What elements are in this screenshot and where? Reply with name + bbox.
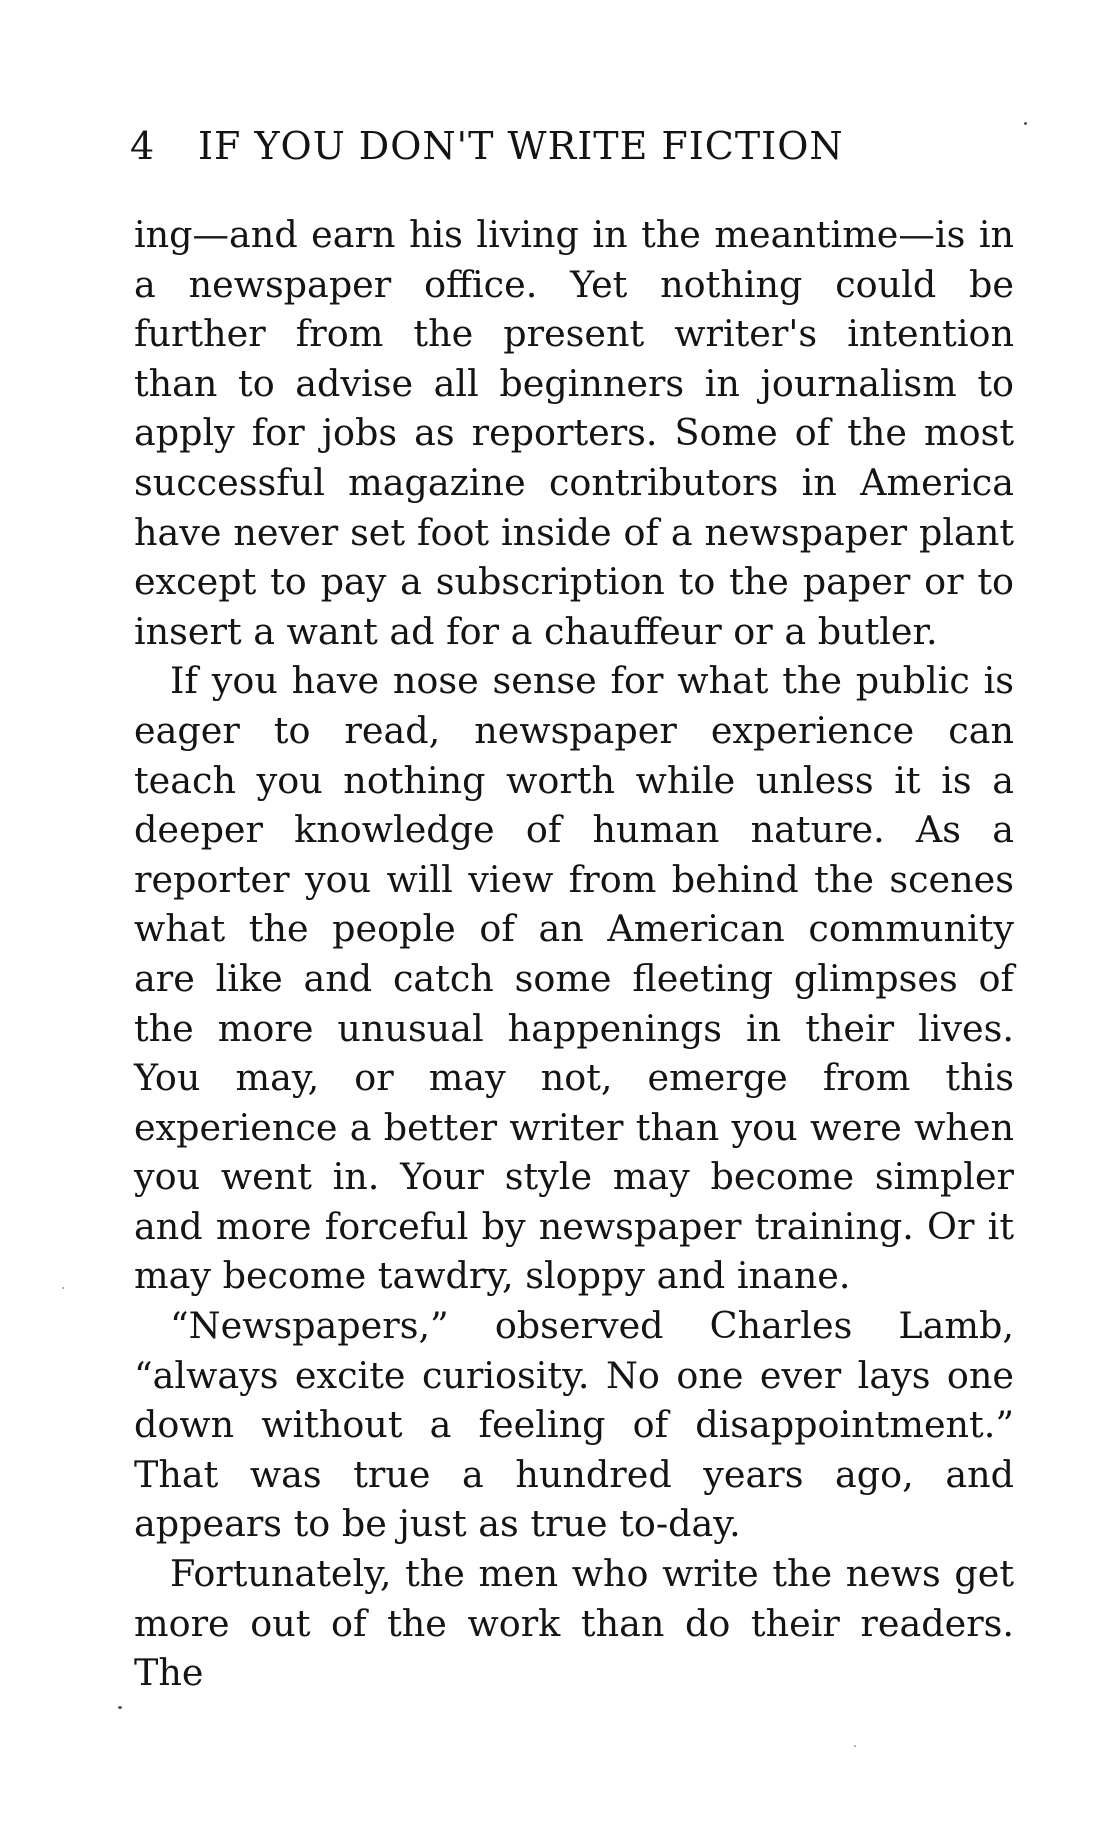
scan-speck bbox=[854, 1745, 856, 1747]
scan-speck bbox=[62, 1287, 64, 1289]
paragraph-fortunately: Fortunately, the men who write the news get more out of the work than do their readers. The bbox=[134, 1552, 1014, 1695]
page-number: 4 bbox=[130, 124, 156, 168]
running-head bbox=[130, 118, 1030, 174]
paragraph-charles-lamb-quote: “Newspapers,” observed Charles Lamb, “always excite curiosity. No one ever lays one down without a feeling of disappointment.” That was true a hundred years ago, and appears to be just as true to-day. bbox=[134, 1304, 1014, 1546]
paragraph-continued: ing—and earn his living in the meantime—is in a newspaper office. Yet nothing could be further from the present writer's intention than to advise all beginners in journalism to apply for jobs as reporters. Some of the most successful magazine contributors in America have never set foot inside of a newspaper plant except to pay a subscription to the paper or to insert a want ad for a chauffeur or a butler. bbox=[134, 213, 1014, 653]
running-title: IF YOU DON'T WRITE FICTION bbox=[198, 124, 844, 168]
paragraph-newspaper-experience: If you have nose sense for what the public is eager to read, newspaper experience can teach you nothing worth while unless it is a deeper knowledge of human nature. As a reporter you will view from behind the scenes what the people of an American community are like and catch some fleeting glimpses of the more unusual happenings in their lives. You may, or may not, emerge from this experience a better writer than you were when you went in. Your style may become simpler and more forceful by newspaper training. Or it may become tawdry, sloppy and inane. bbox=[134, 659, 1014, 1298]
scan-speck bbox=[1024, 122, 1027, 125]
scan-speck bbox=[118, 1706, 122, 1709]
body-text bbox=[134, 210, 1014, 1698]
